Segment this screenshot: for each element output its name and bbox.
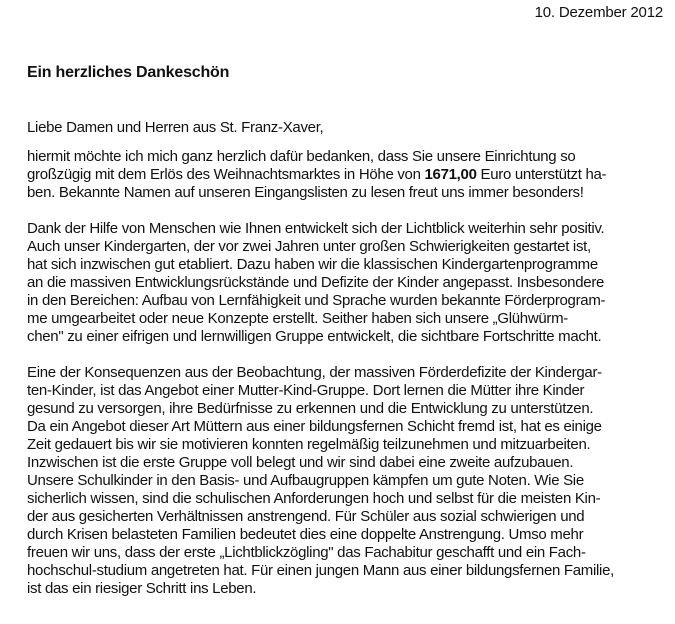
text-line: durch Krisen belasteten Familien bedeutet dies eine doppelte Anstrengung. Umso mehr xyxy=(27,526,584,543)
text-line: hiermit möchte ich mich ganz herzlich dafür bedanken, dass Sie unsere Einrichtung so xyxy=(27,148,576,165)
text-line: in den Bereichen: Aufbau von Lernfähigkeit und Sprache wurden bekannte Förderprogram- xyxy=(27,292,606,309)
text-line: Inzwischen ist die erste Gruppe voll belegt und wir sind dabei eine zweite aufzubauen. xyxy=(27,454,574,471)
text-line: ist das ein riesiger Schritt ins Leben. xyxy=(27,580,257,597)
text-line: ben. Bekannte Namen auf unseren Eingangslisten zu lesen freut uns immer besonders! xyxy=(27,184,584,201)
letter-body xyxy=(27,148,614,616)
letter-title: Ein herzliches Dankeschön xyxy=(27,64,230,81)
text-line: Auch unser Kindergarten, der vor zwei Jahren unter großen Schwierigkeiten gestartet ist, xyxy=(27,238,591,255)
text-segment: Euro unterstützt ha- xyxy=(476,166,607,183)
text-line: an die massiven Entwicklungsrückstände und Defizite der Kinder angepasst. Insbesondere xyxy=(27,274,605,291)
donation-amount: 1671,00 xyxy=(424,166,477,183)
text-line: hochschul-studium angetreten hat. Für einen jungen Mann aus einer bildungsfernen Familie, xyxy=(27,562,615,579)
text-segment: großzügig mit dem Erlös des Weihnachtsmarktes in Höhe von xyxy=(27,166,425,183)
text-line: chen" zu einer eifrigen und lernwilligen Gruppe entwickelt, die sichtbare Fortschritte macht. xyxy=(27,328,602,345)
text-line: Unsere Schulkinder in den Basis- und Aufbaugruppen kämpfen um gute Noten. Wie Sie xyxy=(27,472,584,489)
text-line: me umgearbeitet oder neue Konzepte erstellt. Seither haben sich unsere „Glühwürm- xyxy=(27,310,569,327)
text-line: sicherlich wissen, sind die schulischen Anforderungen hoch und selbst für die meisten Kin- xyxy=(27,490,601,507)
text-line: Eine der Konsequenzen aus der Beobachtung, der massiven Förderdefizite der Kindergar- xyxy=(27,364,602,381)
text-line: der aus gesicherten Verhältnissen anstrengend. Für Schüler aus sozial schwierigen und xyxy=(27,508,585,525)
text-line: freuen wir uns, dass der erste „Lichtblickzögling" das Fachabitur geschafft und ein Fach- xyxy=(27,544,586,561)
paragraph-thanks xyxy=(27,148,614,202)
text-line: Zeit gedauert bis wir sie motivieren konnten regelmäßig teilzunehmen und mitzuarbeiten. xyxy=(27,436,591,453)
text-line xyxy=(27,166,614,184)
paragraph-mother-child-group xyxy=(27,364,614,598)
letter-date: 10. Dezember 2012 xyxy=(534,4,663,21)
text-line: Dank der Hilfe von Menschen wie Ihnen entwickelt sich der Lichtblick weiterhin sehr positiv. xyxy=(27,220,605,237)
text-line: Da ein Angebot dieser Art Müttern aus einer bildungsfernen Schicht fremd ist, hat es einige xyxy=(27,418,602,435)
paragraph-kindergarten xyxy=(27,220,614,346)
text-line: hat sich inzwischen gut etabliert. Dazu haben wir die klassischen Kindergartenprogramme xyxy=(27,256,598,273)
greeting: Liebe Damen und Herren aus St. Franz-Xaver, xyxy=(27,119,324,136)
text-line: gesund zu versorgen, ihre Bedürfnisse zu erkennen und die Entwicklung zu unterstützen. xyxy=(27,400,594,417)
text-line: ten-Kinder, ist das Angebot einer Mutter-Kind-Gruppe. Dort lernen die Mütter ihre Kinder xyxy=(27,382,585,399)
